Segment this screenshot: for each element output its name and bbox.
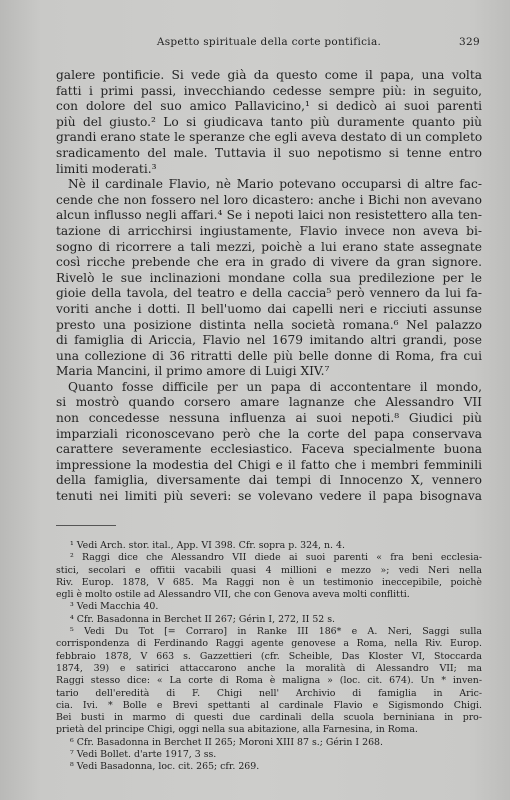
- text-line: impressione la modestia del Chigi e il fatto che i membri femminili: [56, 457, 482, 472]
- footnote-line: stici, secolari e offitii vacabili quasi 4 millioni e mezzo »; vedi Neri nella: [56, 564, 482, 576]
- footnote-line: febbraio 1878, V 663 s. Gazzettieri (cfr. Scheible, Das Kloster VI, Stoccarda: [56, 650, 482, 662]
- text-line: cende che non fossero nel loro dicastero: anche i Bichi non avevano: [56, 192, 482, 207]
- footnote-line: 1874, 39) e satirici attaccarono anche la moralità di Alessandro VII; ma: [56, 662, 482, 674]
- text-line: alcun influsso negli affari.⁴ Se i nepoti laici non resistettero alla ten-: [56, 208, 482, 223]
- text-line: della famiglia, diversamente dai tempi di Innocenzo X, vennero: [56, 473, 482, 488]
- running-title: Aspetto spirituale della corte pontificia.: [156, 36, 382, 48]
- footnote-line: cia. Ivi. * Bolle e Brevi spettanti al cardinale Flavio e Sigismondo Chigi.: [56, 699, 482, 711]
- text-line: più del giusto.² Lo si giudicava tanto più duramente quanto più: [56, 114, 482, 129]
- text-line: tazione di arricchirsi ingiustamente, Flavio invece non aveva bi-: [56, 223, 482, 238]
- footnote-line: ² Raggi dice che Alessandro VII diede ai suoi parenti « fra beni ecclesia-: [70, 552, 482, 564]
- footnote-line: ⁸ Vedi Basadonna, loc. cit. 265; cfr. 269.: [70, 761, 260, 773]
- footnote-line: ¹ Vedi Arch. stor. ital., App. VI 398. Cfr. sopra p. 324, n. 4.: [70, 540, 345, 551]
- footnote-line: ⁴ Cfr. Basadonna in Berchet II 267; Gérin I, 272, II 52 s.: [70, 613, 336, 625]
- text-line: Rivelò le sue inclinazioni mondane colla sua predilezione per le: [56, 270, 482, 285]
- footnote-line: Raggi stesso dice: « La corte di Roma è maligna » (loc. cit. 674). Un * inven-: [56, 675, 482, 687]
- text-line: limiti moderati.³: [56, 161, 157, 176]
- footnote-line: tario dell'eredità di F. Chigi nell' Archivio di famiglia in Aric-: [56, 687, 482, 699]
- text-line: sogno di ricorrere a tali mezzi, poichè a lui erano state assegnate: [56, 239, 482, 254]
- page-number: 329: [459, 36, 480, 48]
- text-line: tenuti nei limiti più severi: se volevano vedere il papa bisognava: [56, 489, 482, 504]
- footnote-line: Riv. Europ. 1878, V 685. Ma Raggi non è un testimonio ineccepibile, poichè: [56, 576, 482, 588]
- text-line: Nè il cardinale Flavio, nè Mario potevano occuparsi di altre fac-: [68, 177, 482, 192]
- text-line: Quanto fosse difficile per un papa di accontentare il mondo,: [68, 379, 482, 394]
- text-line: voriti anche i dotti. Il bell'uomo dai capelli neri e ricciuti assunse: [56, 301, 482, 316]
- footnote-line: prietà del principe Chigi, oggi nella sua abitazione, alla Farnesina, in Roma.: [56, 724, 418, 736]
- text-line: fatti i primi passi, invecchiando cedesse sempre più: in seguito,: [56, 83, 482, 98]
- text-line: una collezione di 36 ritratti delle più belle donne di Roma, fra cui: [56, 348, 482, 363]
- running-header: [58, 36, 480, 52]
- text-line: così ricche prebende che era in grado di vivere da gran signore.: [56, 255, 482, 270]
- footnote-line: Bei busti in marmo di questi due cardinali della scuola berniniana in pro-: [56, 712, 482, 724]
- main-text: [56, 68, 482, 505]
- text-line: con dolore del suo amico Pallavicino,¹ si dedicò ai suoi parenti: [56, 99, 482, 114]
- text-line: grandi erano state le speranze che egli aveva destato di un completo: [56, 130, 482, 145]
- footnote-line: ⁶ Cfr. Basadonna in Berchet II 265; Moroni XIII 87 s.; Gérin I 268.: [70, 736, 383, 748]
- text-line: Maria Mancini, il primo amore di Luigi XIV.⁷: [56, 364, 330, 379]
- footnote-line: ³ Vedi Macchia 40.: [70, 601, 159, 613]
- footnote-divider: [56, 525, 116, 526]
- text-line: presto una posizione distinta nella società romana.⁶ Nel palazzo: [56, 317, 482, 332]
- text-line: di famiglia di Ariccia, Flavio nel 1679 imitando altri grandi, pose: [56, 333, 482, 348]
- footnote-line: egli è molto ostile ad Alessandro VII, che con Genova aveva molti conflitti.: [56, 589, 410, 601]
- text-line: gioie della tavola, del teatro e della caccia⁵ però vennero da lui fa-: [56, 286, 482, 301]
- text-line: galere pontificie. Si vede già da questo come il papa, una volta: [56, 68, 482, 82]
- footnote-line: ⁵ Vedi Du Tot [= Corraro] in Ranke III 186* e A. Neri, Saggi sulla: [70, 626, 482, 638]
- text-line: carattere severamente ecclesiastico. Faceva specialmente buona: [56, 442, 482, 457]
- text-line: sradicamento del male. Tuttavia il suo nepotismo si tenne entro: [56, 145, 482, 160]
- text-line: si mostrò quando corsero amare lagnanze che Alessandro VII: [56, 395, 482, 410]
- footnote-line: ⁷ Vedi Bollet. d'arte 1917, 3 ss.: [70, 749, 217, 761]
- footnotes: [56, 540, 482, 774]
- text-line: non concedesse nessuna influenza ai suoi nepoti.⁸ Giudici più: [56, 411, 482, 426]
- text-line: imparziali riconoscevano però che la corte del papa conservava: [56, 426, 482, 441]
- footnote-line: corrispondenza di Ferdinando Raggi agente genovese a Roma, nella Riv. Europ.: [56, 638, 482, 650]
